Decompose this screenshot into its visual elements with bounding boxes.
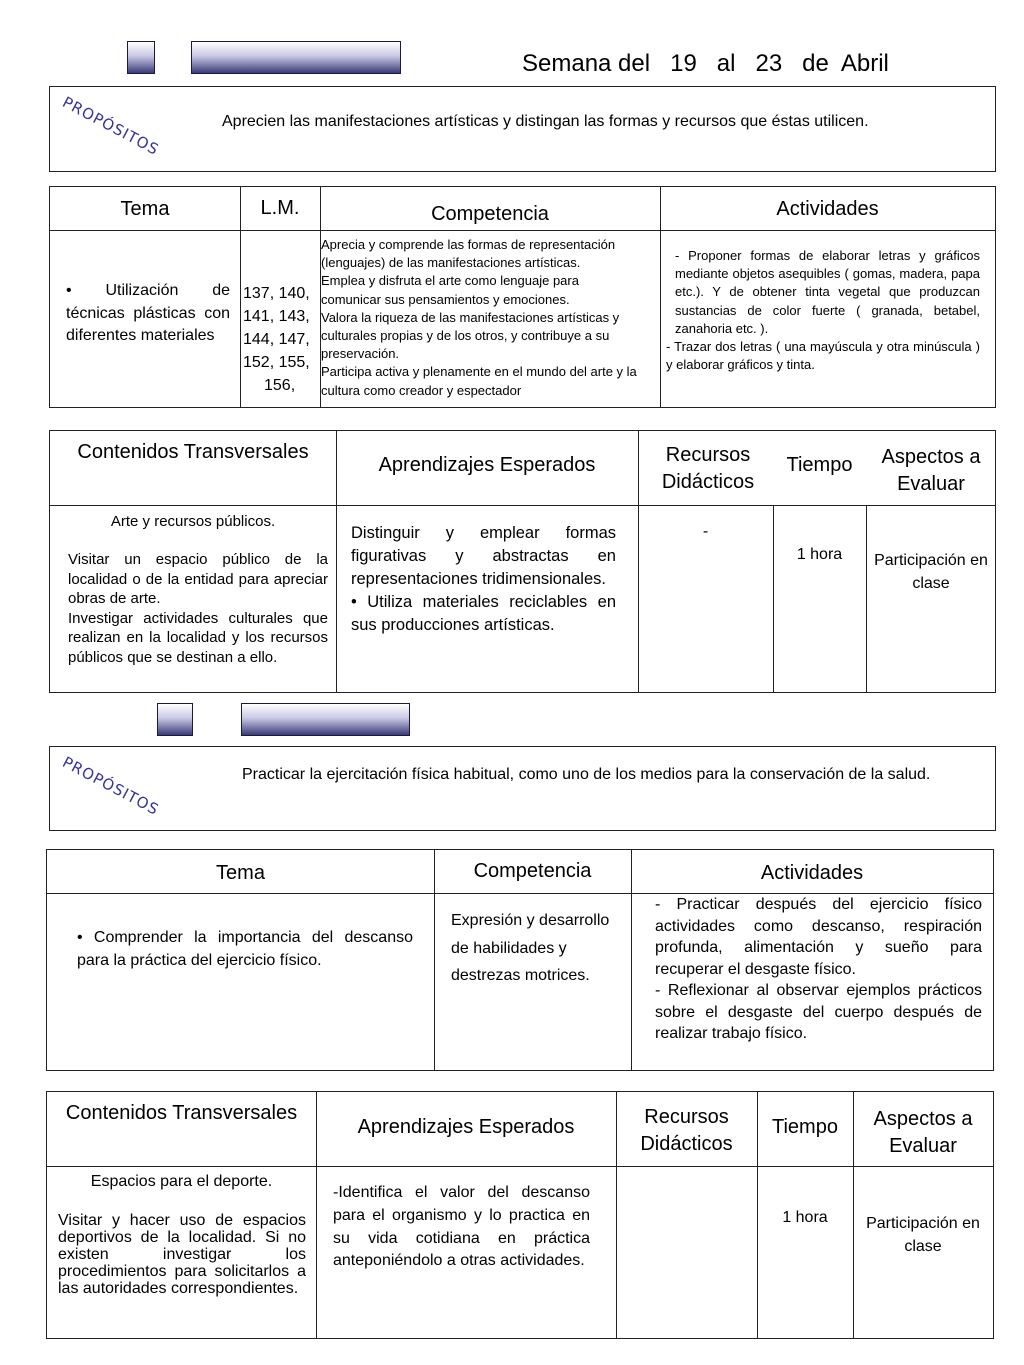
table2-block2 <box>46 1091 994 1339</box>
contenidos-title-2: Espacios para el deporte. <box>90 1173 273 1190</box>
middle-long-bar <box>241 703 410 736</box>
aprendizajes-line: • Utiliza materiales reciclables en sus producciones artísticas. <box>351 593 616 634</box>
header-aprendizajes: Aprendizajes Esperados <box>378 454 596 476</box>
actividades-line: - Practicar después del ejercicio físico actividades como descanso, respiración profunda, alimentación y sueño para recuperar el desgaste físico. <box>655 896 982 978</box>
lm-line: 156, <box>264 377 296 394</box>
lm-line: 144, 147, <box>243 331 310 348</box>
propositos-box-2 <box>49 746 996 831</box>
lm-line: 137, 140, <box>243 285 310 302</box>
header-long-bar <box>191 41 401 74</box>
header-tiempo-2: Tiempo <box>772 1116 838 1138</box>
header-competencia: Competencia <box>431 203 549 225</box>
header-tiempo: Tiempo <box>786 454 853 476</box>
propositos-text-2: Practicar la ejercitación física habitual, como uno de los medios para la conservación de la salud. <box>242 766 931 783</box>
competencia-cell-2: Expresión y desarrollo de habilidades y destrezas motrices. <box>451 912 610 984</box>
tema-cell-2: • Comprender la importancia del descanso para la práctica del ejercicio físico. <box>77 929 413 969</box>
propositos-text-1: Aprecien las manifestaciones artísticas y distingan las formas y recursos que éstas utilicen. <box>222 113 869 130</box>
aprendizajes-cell <box>351 522 616 637</box>
lm-line: 141, 143, <box>243 308 310 325</box>
header-contenidos-2: Contenidos Transversales <box>65 1102 298 1124</box>
actividades-cell <box>666 247 980 374</box>
header-competencia-2: Competencia <box>473 860 592 882</box>
header-contenidos: Contenidos Transversales <box>77 441 309 463</box>
recursos-cell: - <box>702 523 709 540</box>
aspectos-cell-2: Participación en clase <box>866 1215 980 1255</box>
actividades-line: - Reflexionar al observar ejemplos prácticos sobre el desgaste del cuerpo después de realizar trabajo físico. <box>655 982 982 1042</box>
header-actividades: Actividades <box>776 198 879 220</box>
actividades-cell-2 <box>655 894 982 1045</box>
tiempo-cell: 1 hora <box>796 546 843 563</box>
table1-block2 <box>46 849 994 1071</box>
table1-block1 <box>49 186 996 408</box>
header-actividades-2: Actividades <box>760 862 864 884</box>
contenidos-cell <box>68 550 328 667</box>
propositos-label-1: PROPÓSITOS <box>59 93 163 159</box>
table2-block1 <box>49 430 996 693</box>
aprendizajes-cell-2: -Identifica el valor del descanso para el organismo y lo practica en su vida cotidiana en práctica anteponiéndolo a otras actividades. <box>333 1184 590 1270</box>
header-aspectos: Aspectos a Evaluar <box>881 446 981 495</box>
propositos-label-2: PROPÓSITOS <box>59 753 163 819</box>
actividades-line: - Trazar dos letras ( una mayúscula y otra minúscula ) y elaborar gráficos y tinta. <box>666 339 980 373</box>
lm-line: 152, 155, <box>243 354 310 371</box>
contenidos-line: Investigar actividades culturales que realizan en la localidad y los recursos públicos que se destinan a ello. <box>68 609 328 666</box>
tiempo-cell-2: 1 hora <box>782 1209 828 1226</box>
header-recursos-2: Recursos Didácticos <box>640 1106 733 1155</box>
header-square-bar <box>127 41 155 74</box>
header-aprendizajes-2: Aprendizajes Esperados <box>357 1116 575 1138</box>
week-title: Semana del 19 al 23 de Abril <box>522 50 889 77</box>
aspectos-cell: Participación en clase <box>874 552 988 592</box>
competencia-line: Valora la riqueza de las manifestaciones artísticas y culturales propias y de los otros, y contribuye a su preservación. <box>321 309 620 362</box>
propositos-box-1 <box>49 86 996 172</box>
header-tema: Tema <box>120 198 170 220</box>
header-aspectos-2: Aspectos a Evaluar <box>873 1108 973 1157</box>
middle-square-bar <box>157 703 193 736</box>
contenidos-cell-2: Visitar y hacer uso de espacios deportivos de la localidad. Si no existen investigar los procedimientos para solicitarlos a las autoridades correspondientes. <box>58 1212 306 1297</box>
competencia-line: Emplea y disfruta el arte como lenguaje para comunicar sus pensamientos y emociones. <box>321 273 579 307</box>
aprendizajes-line: Distinguir y emplear formas figurativas y abstractas en representaciones tridimensionales. <box>351 524 616 588</box>
header-recursos: Recursos Didácticos <box>661 444 755 493</box>
header-tema-2: Tema <box>216 862 265 884</box>
header-lm: L.M. <box>260 197 300 219</box>
contenidos-title: Arte y recursos públicos. <box>110 513 276 530</box>
actividades-line: - Proponer formas de elaborar letras y gráficos mediante objetos asequibles ( gomas, madera, papa etc.). Y de obtener tinta vegetal que produzcan sustancias de color fuerte ( granada, betabel, zanahoria etc. ). <box>675 248 980 336</box>
competencia-line: Participa activa y plenamente en el mundo del arte y la cultura como creador y espectador <box>321 364 637 398</box>
competencia-cell <box>321 236 641 400</box>
competencia-line: Aprecia y comprende las formas de representación (lenguajes) de las manifestaciones artísticas. <box>321 237 616 271</box>
tema-cell: • Utilización de técnicas plásticas con diferentes materiales <box>66 282 230 344</box>
lm-cell <box>243 282 320 397</box>
contenidos-line: Visitar un espacio público de la localidad o de la entidad para apreciar obras de arte. <box>68 551 328 607</box>
